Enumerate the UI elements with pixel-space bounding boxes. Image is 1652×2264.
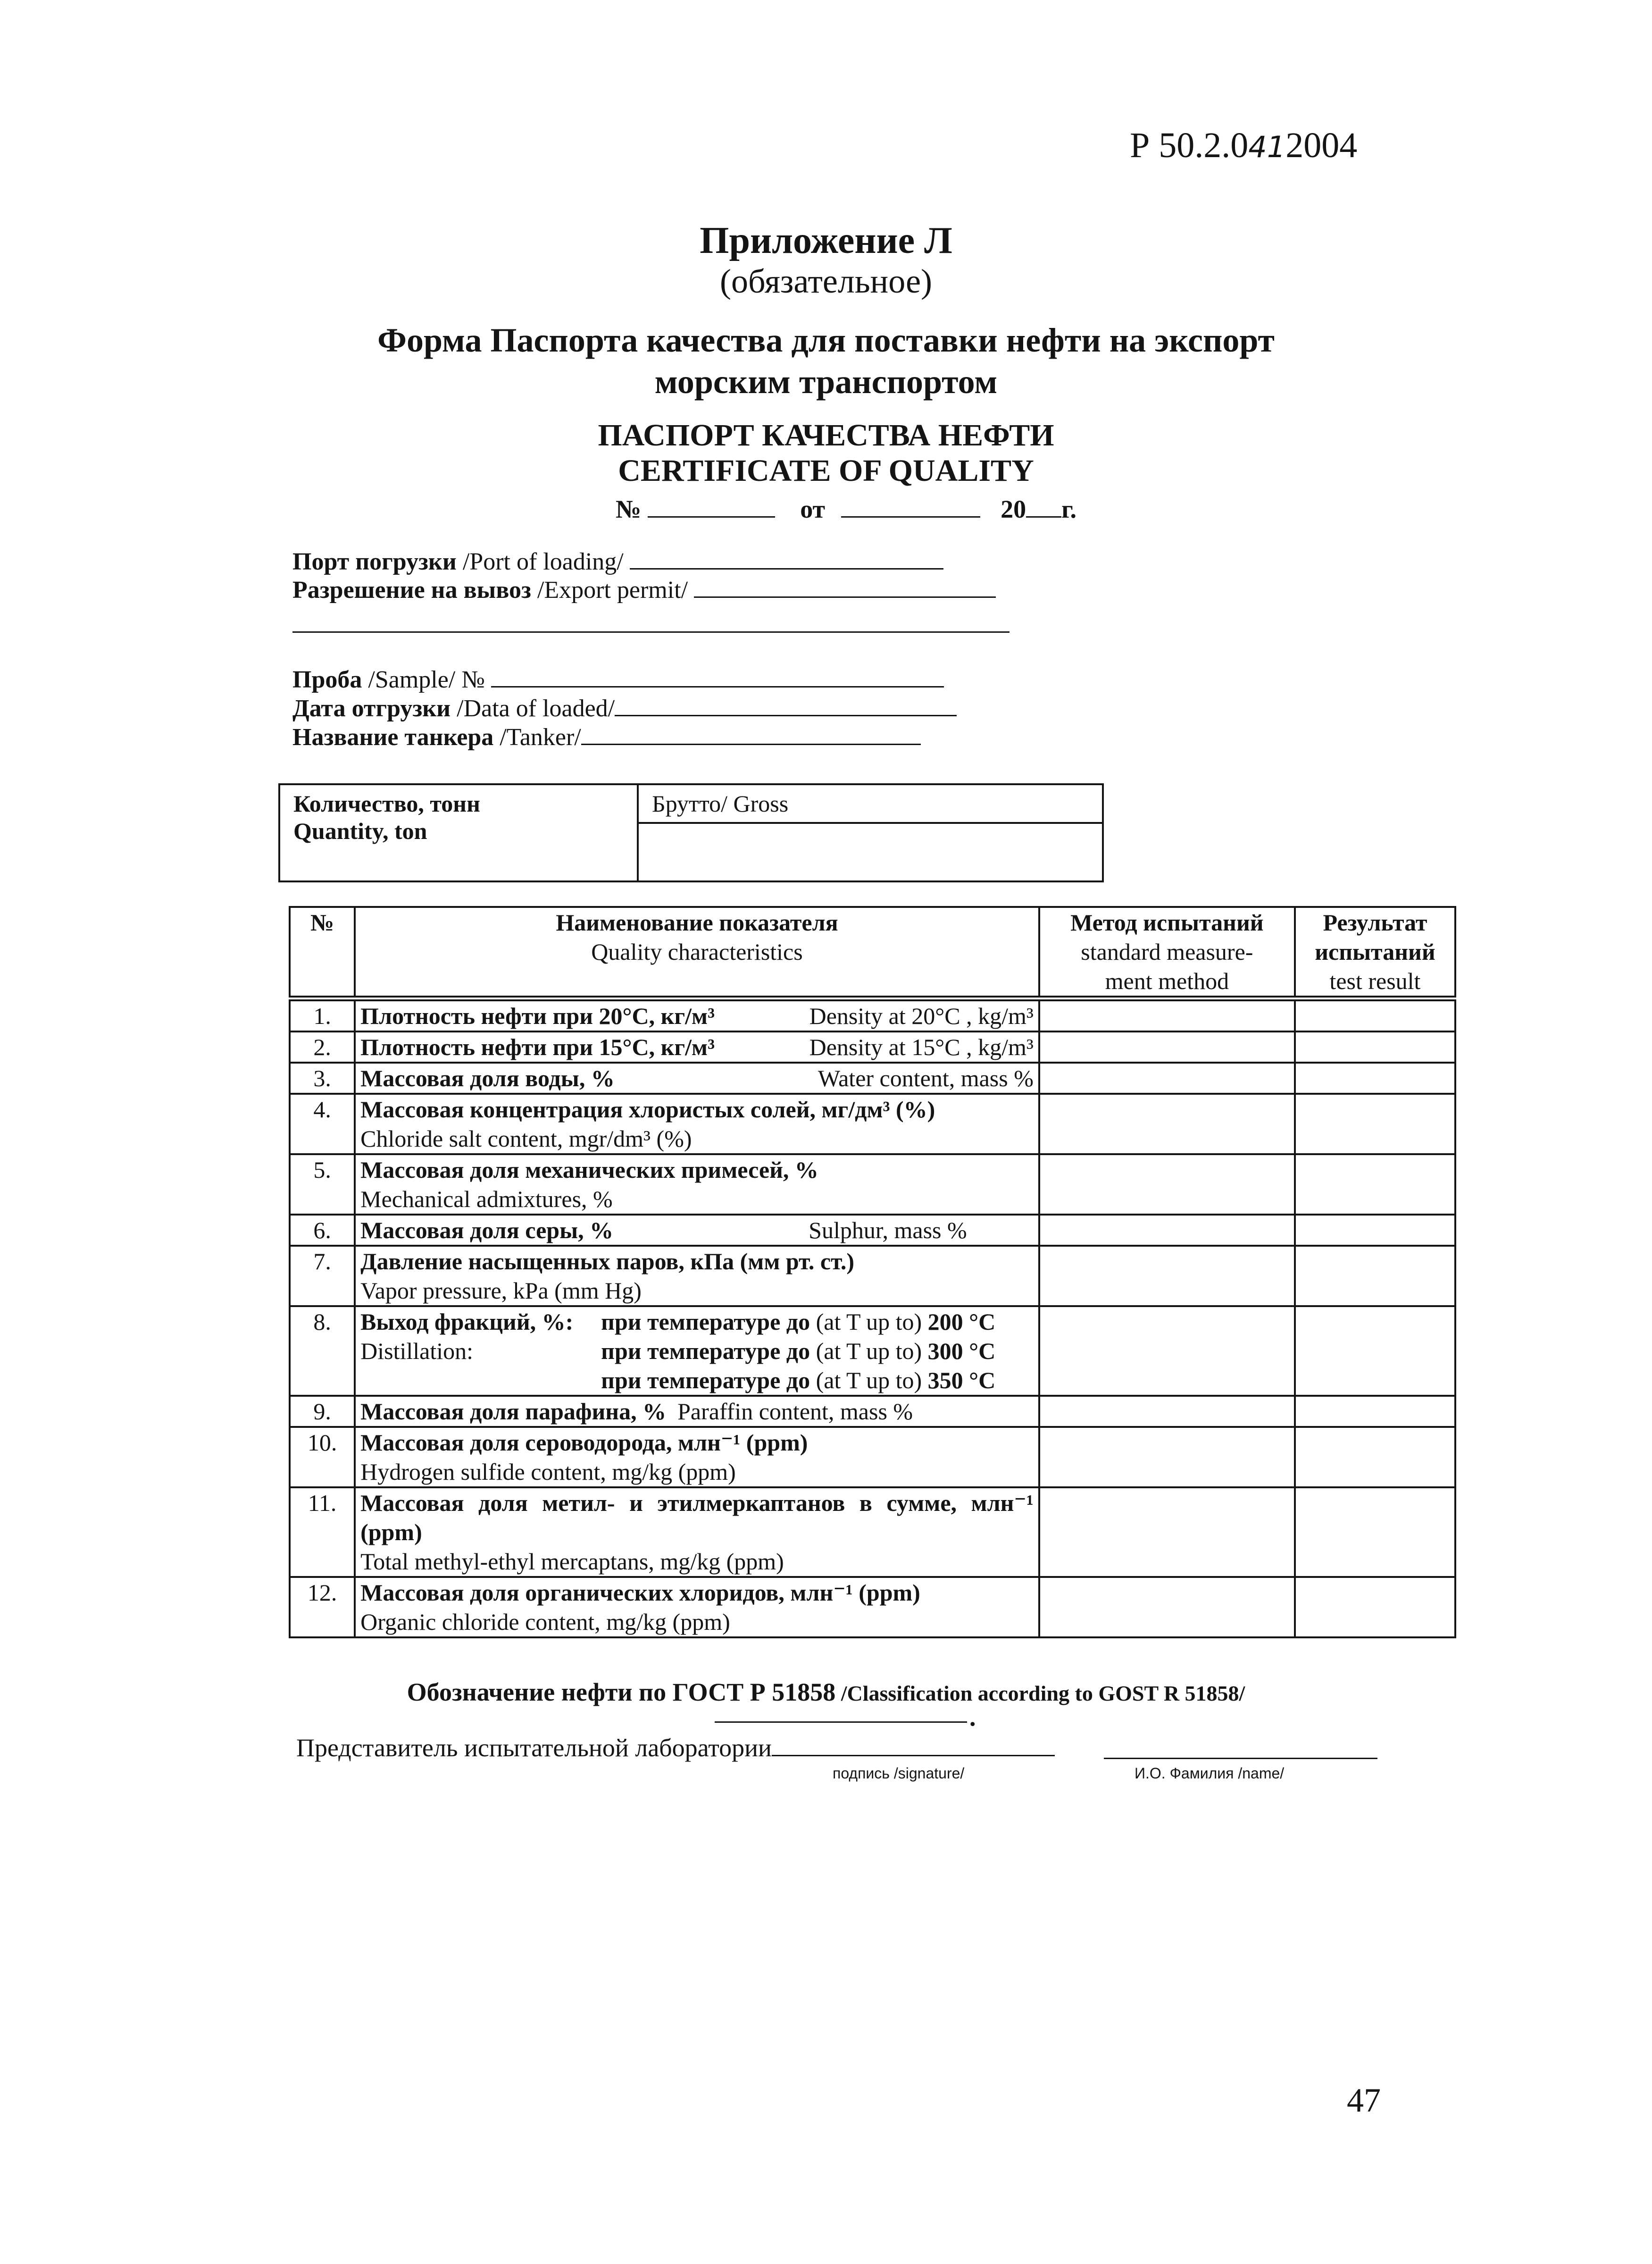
classification-en: /Classification according to GOST R 51858/ xyxy=(835,1681,1245,1705)
loading-date-label-en: /Data of loaded/ xyxy=(451,695,615,722)
temperature-value: 350 °С xyxy=(927,1367,996,1393)
appendix-title: Приложение Л xyxy=(700,220,952,261)
table-header-row xyxy=(290,907,1455,998)
certificate-title-en: CERTIFICATE OF QUALITY xyxy=(618,453,1034,488)
result-cell[interactable] xyxy=(1295,1094,1455,1154)
characteristic-ru: Массовая доля серы, % xyxy=(360,1217,614,1243)
result-cell[interactable] xyxy=(1295,1427,1455,1487)
characteristic-en: Total methyl-ethyl mercaptans, mg/kg (ppm) xyxy=(360,1548,784,1575)
characteristic-ru: Выход фракций, %: xyxy=(360,1308,574,1335)
table-row xyxy=(290,1094,1455,1154)
characteristic-cell xyxy=(355,1246,1039,1306)
characteristic-cell xyxy=(355,1154,1039,1215)
method-cell[interactable] xyxy=(1039,1063,1295,1094)
signature-field[interactable] xyxy=(772,1729,1055,1756)
permit-label-en: /Export permit/ xyxy=(531,577,688,604)
result-cell[interactable] xyxy=(1295,1487,1455,1577)
result-cell[interactable] xyxy=(1295,1577,1455,1637)
characteristic-cell xyxy=(355,1577,1039,1637)
sample-field[interactable] xyxy=(491,662,944,688)
year-prefix: 20 xyxy=(1001,495,1026,523)
table-row xyxy=(290,1427,1455,1487)
characteristic-ru: Давление насыщенных паров, кПа (мм рт. ст.) xyxy=(360,1248,854,1275)
sample-row xyxy=(292,662,944,694)
method-cell[interactable] xyxy=(1039,1246,1295,1306)
document-code-year: 2004 xyxy=(1285,126,1358,165)
row-number: 5. xyxy=(290,1154,355,1215)
method-cell[interactable] xyxy=(1039,1215,1295,1246)
page-number: 47 xyxy=(1347,2081,1381,2119)
table-row xyxy=(290,1396,1455,1427)
characteristic-en: Density at 20°C , kg/m³ xyxy=(809,1003,1034,1029)
document-code-handwritten: 41 xyxy=(1248,130,1286,164)
row-number: 6. xyxy=(290,1215,355,1246)
signature-caption: подпись /signature/ xyxy=(833,1765,965,1782)
table-row xyxy=(290,1306,1455,1396)
method-cell[interactable] xyxy=(1039,1094,1295,1154)
export-permit-extra-line[interactable] xyxy=(292,631,1010,633)
classification-field[interactable] xyxy=(715,1721,967,1723)
date-field[interactable] xyxy=(841,491,980,518)
temperature-label-ru: при температуре до xyxy=(601,1308,810,1335)
permit-label-ru: Разрешение на вывоз xyxy=(292,577,531,604)
method-cell[interactable] xyxy=(1039,998,1295,1031)
header-result xyxy=(1295,907,1455,998)
sample-label-ru: Проба xyxy=(292,666,362,693)
header-result-ru2: испытаний xyxy=(1315,939,1435,965)
characteristic-cell xyxy=(355,1094,1039,1154)
result-cell[interactable] xyxy=(1295,1063,1455,1094)
result-cell[interactable] xyxy=(1295,1306,1455,1396)
year-suffix: г. xyxy=(1061,495,1077,523)
characteristic-en: Mechanical admixtures, % xyxy=(360,1186,613,1212)
export-permit-row xyxy=(292,572,996,604)
characteristic-ru: Массовая доля сероводорода, млн⁻¹ (ppm) xyxy=(360,1429,808,1456)
method-cell[interactable] xyxy=(1039,1031,1295,1063)
quantity-label-en: Quantity, ton xyxy=(293,818,427,844)
header-method xyxy=(1039,907,1295,998)
name-field[interactable] xyxy=(1104,1758,1377,1759)
appendix-status: (обязательное) xyxy=(720,262,932,300)
number-label: № xyxy=(616,495,642,523)
loading-date-field[interactable] xyxy=(615,690,957,716)
certificate-title-ru: ПАСПОРТ КАЧЕСТВА НЕФТИ xyxy=(598,418,1054,453)
characteristic-ru: Массовая доля органических хлоридов, млн⁻¹ (ppm) xyxy=(360,1579,920,1606)
method-cell[interactable] xyxy=(1039,1427,1295,1487)
method-cell[interactable] xyxy=(1039,1487,1295,1577)
row-number: 11. xyxy=(290,1487,355,1577)
year-field[interactable] xyxy=(1026,491,1061,518)
loading-date-row xyxy=(292,690,957,722)
characteristic-cell xyxy=(355,1063,1039,1094)
table-row xyxy=(290,1487,1455,1577)
row-number: 2. xyxy=(290,1031,355,1063)
characteristic-cell xyxy=(355,1427,1039,1487)
row-number: 12. xyxy=(290,1577,355,1637)
characteristic-cell xyxy=(355,1031,1039,1063)
tanker-field[interactable] xyxy=(581,719,921,745)
temperature-value: 300 °С xyxy=(927,1338,996,1364)
port-label-ru: Порт погрузки xyxy=(292,548,457,575)
result-cell[interactable] xyxy=(1295,1396,1455,1427)
form-title-line2: морским транспортом xyxy=(654,363,998,401)
characteristic-cell xyxy=(355,1487,1039,1577)
port-of-loading-field[interactable] xyxy=(630,544,943,570)
header-method-en2: ment method xyxy=(1105,968,1229,994)
table-row xyxy=(290,1031,1455,1063)
row-number: 9. xyxy=(290,1396,355,1427)
gross-label: Брутто/ Gross xyxy=(652,790,789,817)
signature-label: Представитель испытательной лаборатории xyxy=(296,1734,772,1762)
from-label: от xyxy=(800,495,826,523)
number-field[interactable] xyxy=(648,491,775,518)
document-code-prefix: Р 50.2.0 xyxy=(1130,126,1249,165)
table-row xyxy=(290,1215,1455,1246)
characteristic-en: Sulphur, mass % xyxy=(809,1217,967,1243)
signature-row xyxy=(296,1729,1055,1762)
header-result-ru1: Результат xyxy=(1323,909,1427,936)
result-cell[interactable] xyxy=(1295,998,1455,1031)
header-method-en1: standard measure- xyxy=(1081,939,1253,965)
characteristic-cell xyxy=(355,998,1039,1031)
table-row xyxy=(290,1577,1455,1637)
temperature-value: 200 °С xyxy=(927,1308,996,1335)
characteristic-cell xyxy=(355,1306,1039,1396)
header-name-ru: Наименование показателя xyxy=(556,909,838,936)
quantity-table xyxy=(278,783,1104,882)
characteristic-ru: Массовая доля парафина, % xyxy=(360,1398,667,1425)
characteristic-ru-cont: (ppm) xyxy=(360,1519,422,1545)
table-row xyxy=(290,1063,1455,1094)
classification-line xyxy=(0,1677,1652,1707)
characteristic-ru: Плотность нефти при 20°С, кг/м³ xyxy=(360,1003,715,1029)
characteristic-cell xyxy=(355,1215,1039,1246)
result-cell[interactable] xyxy=(1295,1154,1455,1215)
row-number: 8. xyxy=(290,1306,355,1396)
row-number: 7. xyxy=(290,1246,355,1306)
characteristic-en: Vapor pressure, kPa (mm Hg) xyxy=(360,1277,642,1304)
temperature-label-ru: при температуре до xyxy=(601,1338,810,1364)
characteristic-en: Paraffin content, mass % xyxy=(677,1398,913,1425)
classification-period: . xyxy=(969,1703,976,1731)
tanker-label-ru: Название танкера xyxy=(292,724,494,751)
characteristic-en: Hydrogen sulfide content, mg/kg (ppm) xyxy=(360,1459,736,1485)
header-result-en: test result xyxy=(1329,968,1421,994)
header-name-en: Quality characteristics xyxy=(591,939,803,965)
gross-value-cell[interactable] xyxy=(638,823,1103,881)
form-title-line1: Форма Паспорта качества для поставки нефти на экспорт xyxy=(377,321,1275,359)
temperature-label-en: (at T up to) xyxy=(816,1308,922,1335)
table-row xyxy=(290,1154,1455,1215)
result-cell[interactable] xyxy=(1295,1031,1455,1063)
loading-date-label-ru: Дата отгрузки xyxy=(292,695,451,722)
method-cell[interactable] xyxy=(1039,1306,1295,1396)
row-number: 4. xyxy=(290,1094,355,1154)
temperature-label-en: (at T up to) xyxy=(816,1367,922,1393)
characteristic-en: Organic chloride content, mg/kg (ppm) xyxy=(360,1609,730,1635)
quantity-label-ru: Количество, тонн xyxy=(293,790,480,817)
characteristic-ru: Массовая доля воды, % xyxy=(360,1065,615,1091)
document-code xyxy=(1130,125,1357,166)
characteristic-ru: Массовая доля механических примесей, % xyxy=(360,1157,818,1183)
characteristic-en: Distillation: xyxy=(360,1338,474,1364)
method-cell[interactable] xyxy=(1039,1396,1295,1427)
tanker-row xyxy=(292,719,921,751)
port-of-loading-row xyxy=(292,544,943,576)
table-row xyxy=(290,998,1455,1031)
result-cell[interactable] xyxy=(1295,1215,1455,1246)
header-method-ru: Метод испытаний xyxy=(1070,909,1264,936)
characteristic-en: Chloride salt content, mgr/dm³ (%) xyxy=(360,1125,692,1152)
row-number: 1. xyxy=(290,998,355,1031)
characteristic-en: Density at 15°C , kg/m³ xyxy=(809,1034,1034,1060)
sample-label-en: /Sample/ № xyxy=(362,666,485,693)
method-cell[interactable] xyxy=(1039,1577,1295,1637)
export-permit-field[interactable] xyxy=(694,572,996,598)
characteristic-en: Water content, mass % xyxy=(818,1065,1034,1091)
classification-ru: Обозначение нефти по ГОСТ Р 51858 xyxy=(407,1678,836,1706)
quantity-label-cell xyxy=(279,784,638,881)
header-name xyxy=(355,907,1039,998)
characteristic-ru: Массовая доля метил- и этилмеркаптанов в сумме, млн⁻¹ xyxy=(360,1490,1034,1516)
row-number: 3. xyxy=(290,1063,355,1094)
quality-table xyxy=(289,906,1456,1638)
temperature-label-ru: при температуре до xyxy=(601,1367,810,1393)
table-row xyxy=(290,1246,1455,1306)
tanker-label-en: /Tanker/ xyxy=(493,724,581,751)
header-num: № xyxy=(290,907,355,998)
characteristic-ru: Плотность нефти при 15°С, кг/м³ xyxy=(360,1034,715,1060)
result-cell[interactable] xyxy=(1295,1246,1455,1306)
port-label-en: /Port of loading/ xyxy=(456,548,624,575)
name-caption: И.О. Фамилия /name/ xyxy=(1135,1765,1285,1782)
gross-header-cell xyxy=(638,784,1103,823)
temperature-label-en: (at T up to) xyxy=(816,1338,922,1364)
certificate-number-line xyxy=(616,491,1076,524)
method-cell[interactable] xyxy=(1039,1154,1295,1215)
row-number: 10. xyxy=(290,1427,355,1487)
characteristic-ru: Массовая концентрация хлористых солей, мг/дм³ (%) xyxy=(360,1096,935,1123)
characteristic-cell xyxy=(355,1396,1039,1427)
